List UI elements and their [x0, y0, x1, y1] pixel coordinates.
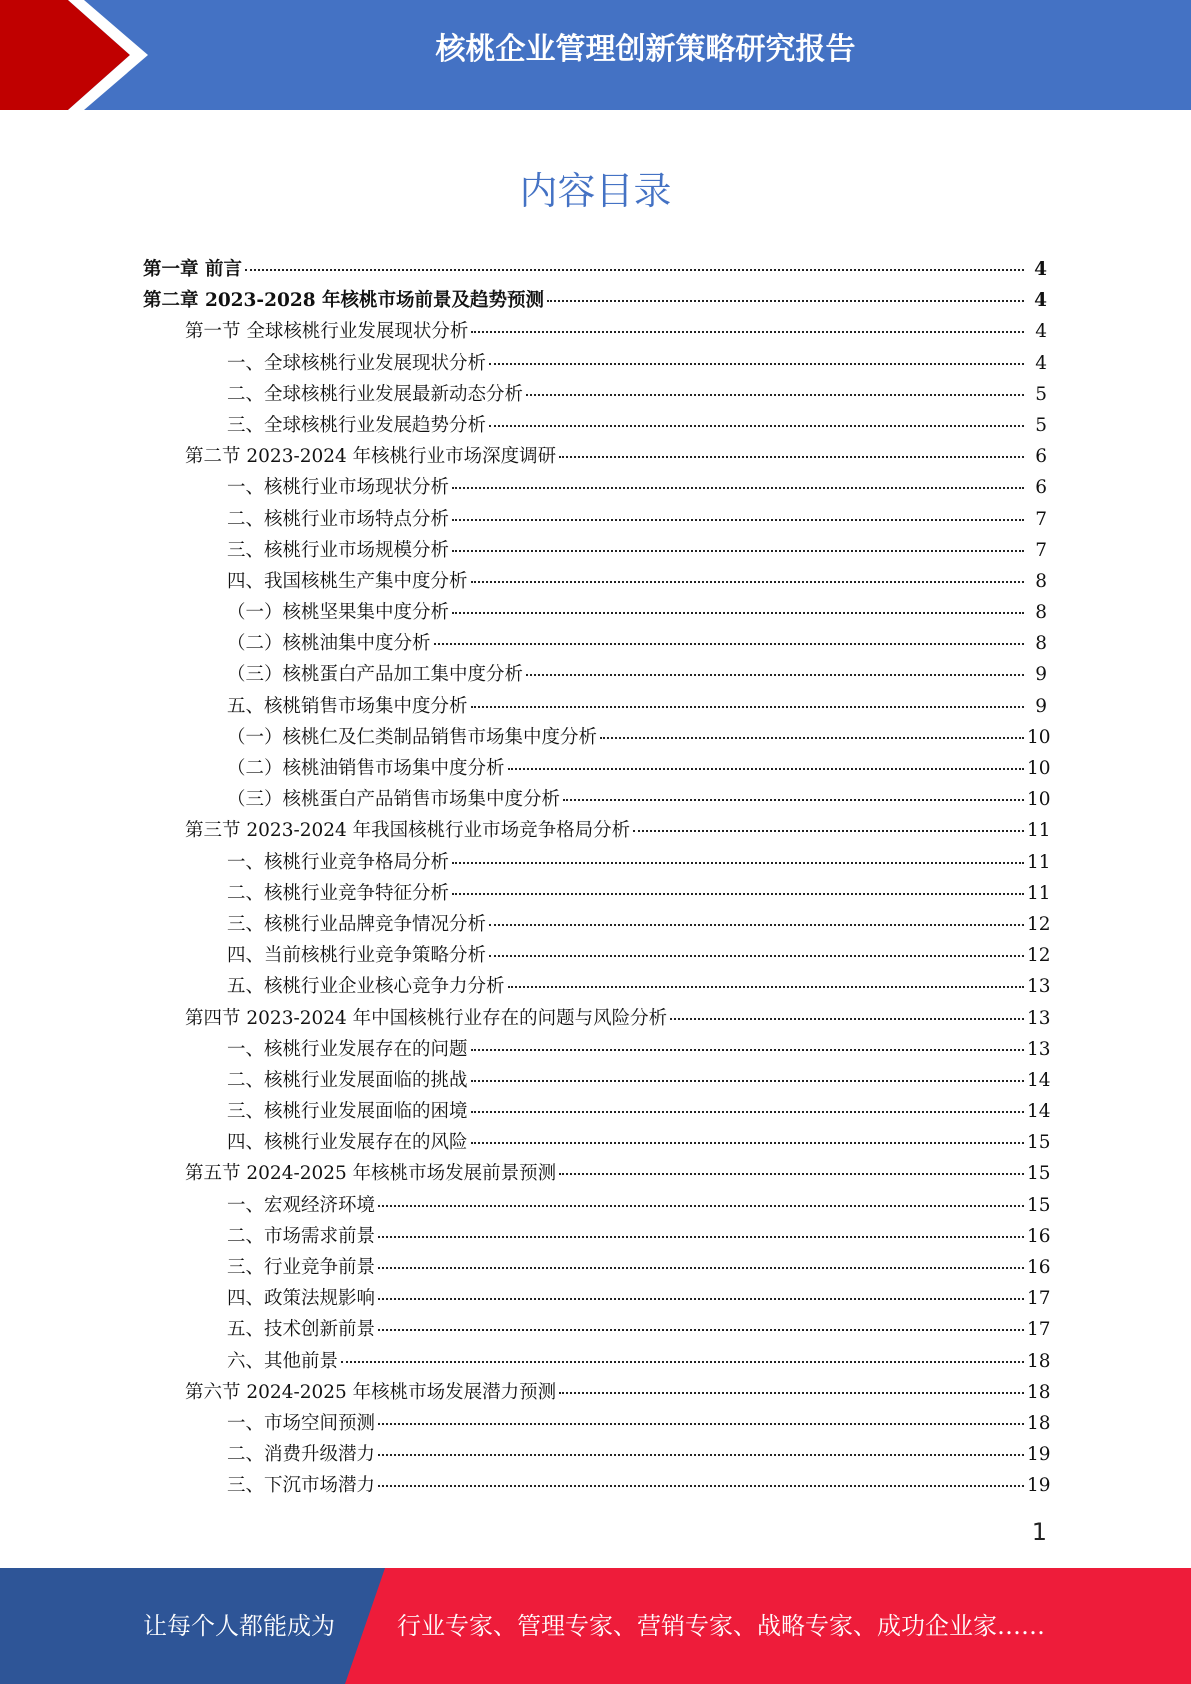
- toc-entry-page: 13: [1027, 1007, 1051, 1029]
- toc-entry[interactable]: [0, 1127, 1191, 1158]
- toc-dot-leader: [378, 1297, 1024, 1300]
- toc-dot-leader: [471, 1141, 1024, 1144]
- toc-entry[interactable]: [0, 441, 1191, 472]
- toc-entry-title: 第一节 全球核桃行业发展现状分析: [185, 321, 469, 343]
- toc-entry-title: 一、核桃行业竞争格局分析: [227, 851, 450, 873]
- toc-entry-page: 10: [1027, 758, 1051, 779]
- toc-entry-page: 7: [1035, 508, 1047, 530]
- toc-dot-leader: [378, 1204, 1024, 1207]
- toc-dot-leader: [489, 923, 1024, 926]
- toc-entry-page: 19: [1027, 1475, 1051, 1497]
- toc-entry-title: 二、核桃行业市场特点分析: [227, 508, 450, 530]
- toc-entry-title: 第一章 前言: [143, 259, 242, 280]
- toc-entry-title: 第三节 2023-2024 年我国核桃行业市场竞争格局分析: [185, 820, 631, 842]
- toc-entry-page: 15: [1027, 1132, 1051, 1154]
- toc-entry-page: 14: [1027, 1069, 1051, 1091]
- toc-entry-title: 二、消费升级潜力: [227, 1444, 376, 1466]
- toc-dot-leader: [600, 736, 1024, 739]
- toc-dot-leader: [378, 1484, 1024, 1487]
- toc-entry-title: 一、全球核桃行业发展现状分析: [227, 352, 487, 374]
- header-band: [0, 0, 1191, 110]
- toc-dot-leader: [508, 767, 1024, 770]
- toc-dot-leader: [508, 985, 1024, 988]
- toc-entry[interactable]: [0, 1314, 1191, 1345]
- toc-entry-title: 第四节 2023-2024 年中国核桃行业存在的问题与风险分析: [185, 1007, 668, 1029]
- toc-dot-leader: [526, 393, 1024, 396]
- toc-entry[interactable]: [0, 316, 1191, 347]
- toc-entry-page: 6: [1035, 446, 1047, 468]
- toc-dot-leader: [378, 1422, 1024, 1425]
- toc-entry-page: 5: [1035, 383, 1047, 405]
- toc-dot-leader: [471, 580, 1024, 583]
- toc-entry-page: 14: [1027, 1101, 1051, 1123]
- toc-entry[interactable]: [0, 379, 1191, 410]
- toc-entry-page: 16: [1027, 1257, 1051, 1278]
- toc-entry[interactable]: [0, 1190, 1191, 1221]
- toc-entry[interactable]: [0, 1096, 1191, 1127]
- toc-entry-page: 8: [1035, 570, 1047, 592]
- toc-dot-leader: [452, 861, 1024, 864]
- toc-entry-title: 四、当前核桃行业竞争策略分析: [227, 945, 487, 967]
- toc-entry-page: 13: [1027, 976, 1051, 998]
- toc-entry-page: 8: [1035, 602, 1047, 624]
- toc-entry-page: 4: [1035, 352, 1047, 374]
- toc-dot-leader: [633, 829, 1024, 832]
- toc-entry[interactable]: [0, 909, 1191, 940]
- toc-dot-leader: [471, 1079, 1024, 1082]
- toc-entry-page: 12: [1027, 913, 1051, 935]
- footer-band: [0, 1568, 1191, 1684]
- toc-entry-title: 第二节 2023-2024 年核桃行业市场深度调研: [185, 446, 557, 468]
- toc-entry-title: 五、核桃销售市场集中度分析: [227, 695, 468, 717]
- toc-entry-title: 一、宏观经济环境: [227, 1194, 376, 1216]
- toc-entry-title: 二、核桃行业发展面临的挑战: [227, 1069, 468, 1091]
- toc-entry[interactable]: [0, 1377, 1191, 1408]
- toc-dot-leader: [434, 642, 1024, 645]
- toc-dot-leader: [489, 424, 1024, 427]
- toc-entry-title: 五、核桃行业企业核心竞争力分析: [227, 976, 505, 998]
- toc-entry-page: 12: [1027, 945, 1051, 967]
- toc-entry[interactable]: [0, 722, 1191, 753]
- toc-entry-page: 11: [1027, 882, 1051, 904]
- toc-entry[interactable]: [0, 1065, 1191, 1096]
- toc-entry[interactable]: [0, 971, 1191, 1002]
- toc-entry-title: 三、核桃行业品牌竞争情况分析: [227, 913, 487, 935]
- toc-entry-title: 三、全球核桃行业发展趋势分析: [227, 414, 487, 436]
- toc-entry-page: 4: [1034, 259, 1047, 280]
- toc-entry-page: 11: [1027, 851, 1051, 873]
- toc-entry-page: 17: [1027, 1319, 1051, 1341]
- toc-entry-page: 7: [1035, 539, 1047, 561]
- toc-entry[interactable]: [0, 1408, 1191, 1439]
- toc-entry-title: 六、其他前景: [227, 1350, 339, 1372]
- toc-entry[interactable]: [0, 659, 1191, 690]
- toc-entry[interactable]: [0, 1252, 1191, 1283]
- toc-entry-title: 一、市场空间预测: [227, 1412, 376, 1434]
- toc-entry-page: 10: [1027, 789, 1051, 811]
- toc-entry-page: 16: [1027, 1225, 1051, 1247]
- toc-entry[interactable]: [0, 348, 1191, 379]
- toc-entry[interactable]: [0, 1346, 1191, 1377]
- toc-dot-leader: [559, 455, 1024, 458]
- toc-dot-leader: [559, 1391, 1024, 1394]
- toc-entry[interactable]: [0, 847, 1191, 878]
- toc-dot-leader: [452, 486, 1024, 489]
- toc-dot-leader: [547, 299, 1024, 302]
- toc-entry-title: （三）核桃蛋白产品销售市场集中度分析: [227, 789, 561, 811]
- toc-dot-leader: [452, 892, 1024, 895]
- toc-entry-page: 15: [1027, 1194, 1051, 1216]
- toc-entry[interactable]: [0, 472, 1191, 503]
- toc-entry[interactable]: [0, 1003, 1191, 1034]
- toc-entry-page: 19: [1027, 1444, 1051, 1466]
- toc-entry-title: 一、核桃行业发展存在的问题: [227, 1038, 468, 1060]
- toc-entry[interactable]: [0, 566, 1191, 597]
- toc-entry-title: 三、下沉市场潜力: [227, 1475, 376, 1497]
- toc-entry-page: 4: [1035, 321, 1047, 343]
- toc-dot-leader: [489, 362, 1024, 365]
- toc-entry-page: 9: [1035, 664, 1047, 686]
- toc-dot-leader: [559, 1172, 1024, 1175]
- toc-entry-page: 9: [1035, 695, 1047, 717]
- toc-entry[interactable]: [0, 628, 1191, 659]
- toc-entry[interactable]: [0, 597, 1191, 628]
- toc-entry-page: 13: [1027, 1038, 1051, 1060]
- toc-entry-title: 第五节 2024-2025 年核桃市场发展前景预测: [185, 1163, 557, 1185]
- toc-entry[interactable]: [0, 1283, 1191, 1314]
- toc-entry-title: （三）核桃蛋白产品加工集中度分析: [227, 664, 524, 686]
- toc-entry-title: （一）核桃坚果集中度分析: [227, 602, 450, 624]
- toc-entry-page: 5: [1035, 414, 1047, 436]
- toc-heading: 内容目录: [519, 169, 672, 213]
- toc-dot-leader: [563, 798, 1024, 801]
- report-title: 核桃企业管理创新策略研究报告: [435, 32, 856, 67]
- toc-dot-leader: [378, 1266, 1024, 1269]
- toc-entry-title: 一、核桃行业市场现状分析: [227, 477, 450, 499]
- toc-dot-leader: [452, 518, 1024, 521]
- toc-dot-leader: [245, 268, 1024, 271]
- toc-entry-page: 18: [1027, 1412, 1051, 1434]
- toc-entry-page: 17: [1027, 1288, 1051, 1310]
- toc-entry[interactable]: [0, 878, 1191, 909]
- toc-entry-page: 18: [1027, 1350, 1051, 1372]
- toc-entry[interactable]: [0, 285, 1191, 316]
- toc-entry[interactable]: [0, 535, 1191, 566]
- toc-entry-title: （二）核桃油集中度分析: [227, 633, 431, 655]
- header-arrow-decoration: [0, 0, 160, 110]
- toc-dot-leader: [378, 1328, 1024, 1331]
- toc-dot-leader: [471, 705, 1024, 708]
- toc-entry[interactable]: [0, 1034, 1191, 1065]
- toc-entry-title: 二、全球核桃行业发展最新动态分析: [227, 383, 524, 405]
- toc-dot-leader: [471, 330, 1024, 333]
- toc-entry-title: 第六节 2024-2025 年核桃市场发展潜力预测: [185, 1381, 557, 1403]
- page-number: 1: [1031, 1518, 1047, 1546]
- toc-dot-leader: [471, 1110, 1024, 1113]
- toc-entry-title: 四、政策法规影响: [227, 1288, 376, 1310]
- toc-dot-leader: [452, 611, 1024, 614]
- toc-dot-leader: [378, 1235, 1024, 1238]
- toc-entry-title: 四、核桃行业发展存在的风险: [227, 1132, 468, 1154]
- toc-entry-title: （二）核桃油销售市场集中度分析: [227, 758, 505, 779]
- footer-roles: 行业专家、管理专家、营销专家、战略专家、成功企业家……: [397, 1612, 1045, 1640]
- toc-list: [0, 254, 1191, 1502]
- toc-dot-leader: [378, 1453, 1024, 1456]
- toc-dot-leader: [489, 954, 1024, 957]
- toc-dot-leader: [471, 1048, 1024, 1051]
- toc-dot-leader: [341, 1360, 1024, 1363]
- toc-dot-leader: [670, 1017, 1024, 1020]
- toc-entry[interactable]: [0, 784, 1191, 815]
- toc-entry-page: 8: [1035, 633, 1047, 655]
- toc-entry-title: 三、行业竞争前景: [227, 1257, 376, 1278]
- toc-entry-title: 四、我国核桃生产集中度分析: [227, 570, 468, 592]
- toc-entry-page: 4: [1034, 290, 1047, 312]
- toc-entry-title: 第二章 2023-2028 年核桃市场前景及趋势预测: [143, 290, 545, 312]
- toc-entry[interactable]: [0, 1470, 1191, 1501]
- toc-dot-leader: [452, 549, 1024, 552]
- footer-slogan: 让每个人都能成为: [143, 1612, 335, 1640]
- toc-dot-leader: [526, 673, 1024, 676]
- toc-entry-page: 10: [1027, 726, 1051, 748]
- toc-entry[interactable]: [0, 410, 1191, 441]
- toc-entry[interactable]: [0, 1158, 1191, 1189]
- toc-entry-page: 6: [1035, 477, 1047, 499]
- toc-entry[interactable]: [0, 815, 1191, 846]
- toc-entry-title: 二、市场需求前景: [227, 1225, 376, 1247]
- toc-entry-title: 三、核桃行业市场规模分析: [227, 539, 450, 561]
- toc-entry-title: 五、技术创新前景: [227, 1319, 376, 1341]
- toc-entry[interactable]: [0, 753, 1191, 784]
- toc-entry-page: 11: [1027, 820, 1051, 842]
- toc-entry-title: （一）核桃仁及仁类制品销售市场集中度分析: [227, 726, 598, 748]
- arrow-red-shape: [0, 0, 130, 110]
- toc-entry[interactable]: [0, 254, 1191, 285]
- toc-entry-page: 15: [1027, 1163, 1051, 1185]
- toc-entry[interactable]: [0, 1439, 1191, 1470]
- toc-entry-title: 三、核桃行业发展面临的困境: [227, 1101, 468, 1123]
- toc-entry[interactable]: [0, 504, 1191, 535]
- toc-entry[interactable]: [0, 691, 1191, 722]
- toc-entry[interactable]: [0, 940, 1191, 971]
- toc-entry[interactable]: [0, 1221, 1191, 1252]
- toc-entry-title: 二、核桃行业竞争特征分析: [227, 882, 450, 904]
- toc-entry-page: 18: [1027, 1381, 1051, 1403]
